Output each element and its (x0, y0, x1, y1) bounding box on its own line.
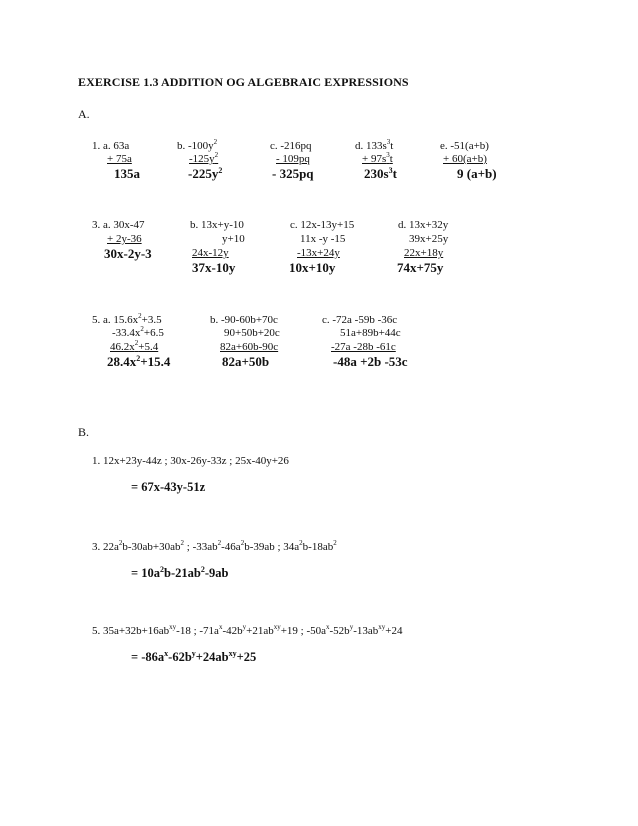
p5a-line3: $46.2x^2+5.4$ (110, 339, 159, 353)
b1-answer: = 67x-43y-51z (131, 480, 206, 494)
p1e-line1: e. -51(a+b) (440, 140, 489, 152)
p5c-answer: -48a +2b -53c (333, 354, 408, 369)
p5a-line1: 5. a. $15.6x^2+3.5$ (92, 312, 162, 326)
p1e-line2: + 60(a+b) (443, 153, 487, 165)
p5c-line3: -27a -28b -61c (331, 341, 396, 353)
p1c-line1: c. -216pq (270, 140, 312, 152)
section-a-label: A. (78, 107, 90, 121)
p3d-answer: 74x+75y (397, 260, 444, 275)
p3c-line3: -13x+24y (297, 247, 340, 259)
p3a-answer: 30x-2y-3 (104, 246, 152, 261)
p5c-line2: 51a+89b+44c (340, 327, 401, 339)
p3c-line1: c. 12x-13y+15 (290, 219, 355, 231)
p1a-line2: + 75a (107, 153, 132, 165)
p5b-line2: 90+50b+20c (224, 327, 280, 339)
p3b-line1: b. 13x+y-10 (190, 219, 244, 231)
p1d-line1: d. $133s^3t$ (355, 138, 394, 152)
p5a-answer: $28.4x^2+15.4$ (107, 354, 171, 369)
section-b-label: B. (78, 425, 90, 439)
p3a-line1: 3. a. 30x-47 (92, 219, 145, 231)
p3d-line1: d. 13x+32y (398, 219, 449, 231)
p3c-line2: 11x -y -15 (300, 233, 346, 245)
p1d-answer: $230s^3t$ (364, 166, 397, 181)
b5-answer: = $-86a^x-62b^y+24ab^{xy}+25$ (131, 649, 257, 664)
p1a-answer: 135a (114, 166, 140, 181)
p5b-line3: 82a+60b-90c (220, 341, 279, 353)
p1c-answer: - 325pq (272, 166, 314, 181)
p1b-line1: b. $-100y^2$ (177, 138, 218, 152)
p1b-answer: $-225y^2$ (188, 166, 223, 181)
p5b-line1: b. -90-60b+70c (210, 314, 278, 326)
p1e-answer: 9 (a+b) (457, 166, 497, 181)
p5a-line2: $-33.4x^2+6.5$ (112, 325, 164, 339)
p1c-line2: - 109pq (276, 153, 310, 165)
p3d-line3: 22x+18y (404, 247, 444, 259)
p3c-answer: 10x+10y (289, 260, 336, 275)
p1a-line1: 1. a. 63a (92, 140, 130, 152)
p5b-answer: 82a+50b (222, 354, 270, 369)
p3b-answer: 37x-10y (192, 260, 236, 275)
p1d-line2: + $97s^3t$ (362, 151, 393, 165)
p1b-line2: $-125y^2$ (189, 151, 219, 165)
b5-question: 5. $35a+32b+16ab^{xy}-18$ ; $-71a^x-42b^y+21ab^{xy}+19$ ; $-50a^x-52b^y-13ab^{xy}+24$ (92, 623, 403, 637)
p5c-line1: c. -72a -59b -36c (322, 314, 398, 326)
p3d-line2: 39x+25y (409, 233, 449, 245)
p3b-line3: 24x-12y (192, 247, 229, 259)
p3b-line2: y+10 (222, 233, 245, 245)
b3-answer: = $10a^2b-21ab^2-9ab$ (131, 565, 229, 580)
b3-question: 3. $22a^2b-30ab+30ab^2$ ; $-33ab^2-46a^2b-39ab$ ; $34a^2b-18ab^2$ (92, 539, 337, 553)
page-title: EXERCISE 1.3 ADDITION OG ALGEBRAIC EXPRESSIONS (78, 75, 409, 89)
p3a-line2: + 2y-36 (107, 233, 142, 245)
b1-question: 1. 12x+23y-44z ; 30x-26y-33z ; 25x-40y+26 (92, 455, 289, 467)
